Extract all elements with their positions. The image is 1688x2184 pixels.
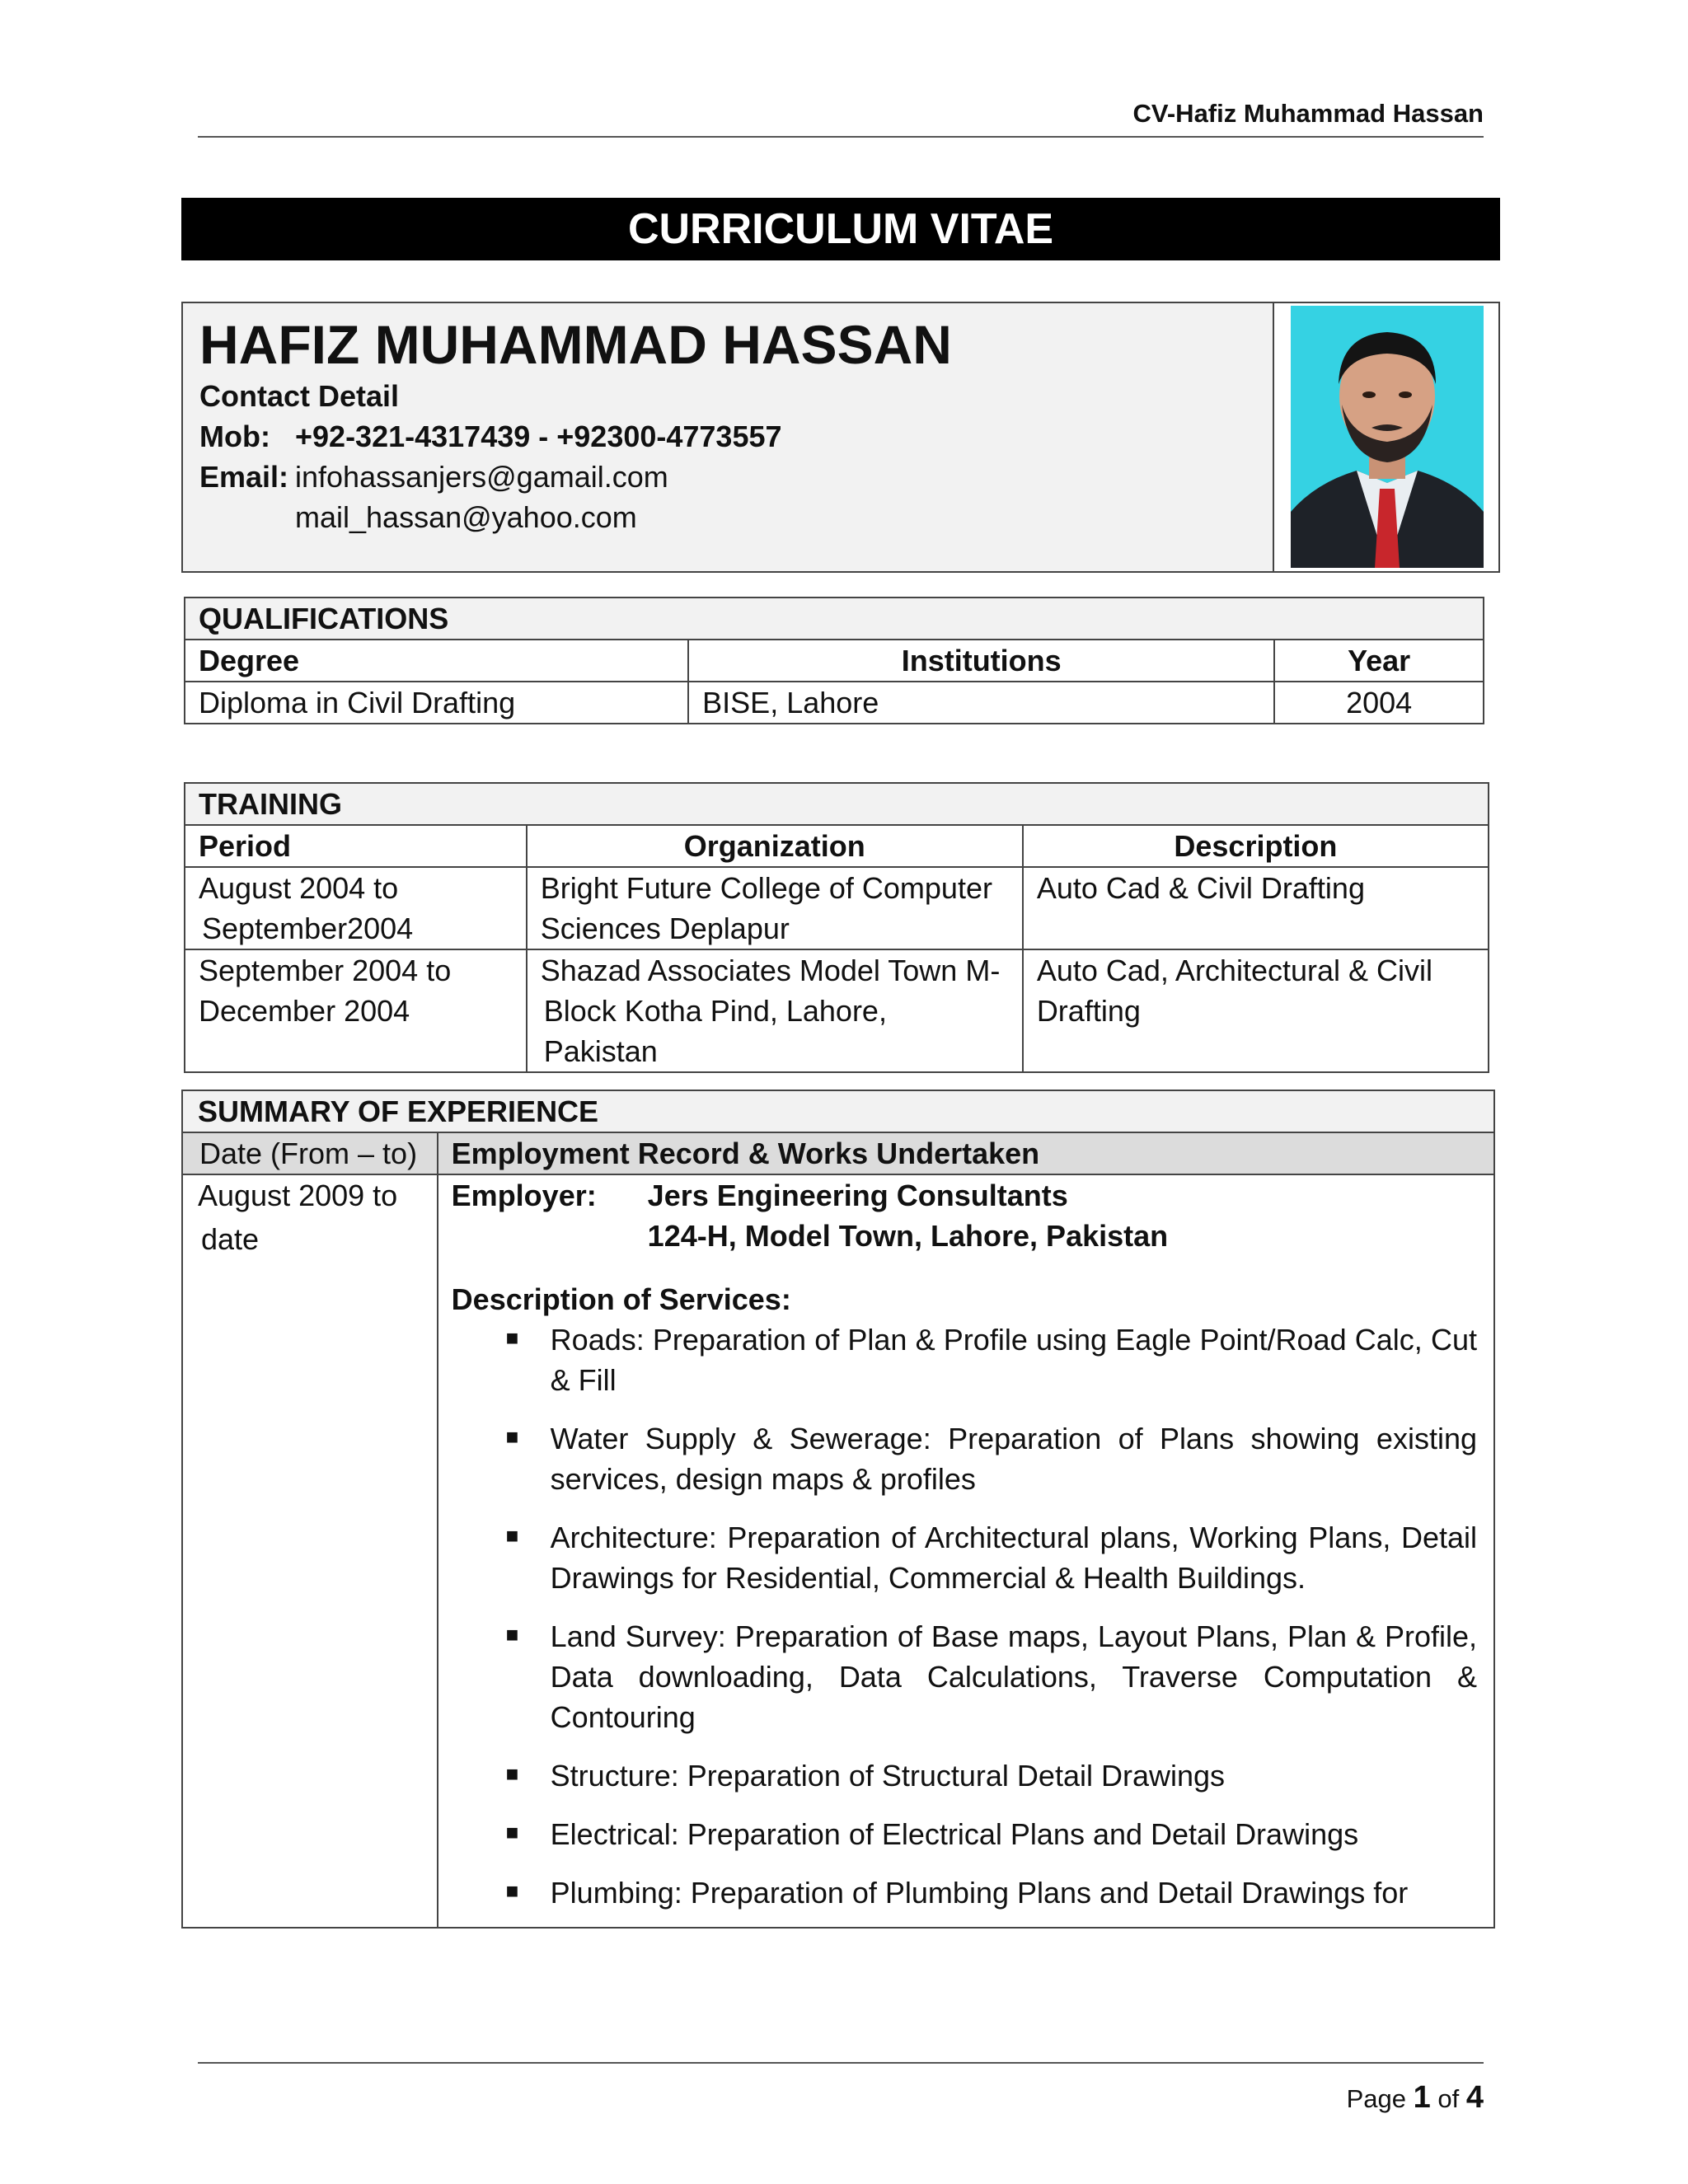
train-col-description: Description — [1023, 825, 1489, 867]
train-period-line: December 2004 — [199, 994, 410, 1028]
email-primary[interactable]: infohassanjers@gamail.com — [295, 460, 668, 494]
train-desc-line: Drafting — [1036, 994, 1141, 1028]
qual-year: 2004 — [1274, 682, 1484, 724]
running-header-title: CV-Hafiz Muhammad Hassan — [1132, 99, 1484, 128]
service-text: Architecture: Preparation of Architectural plans, Working Plans, Detail Drawings for Residential, Commercial & Health Buildings. — [550, 1521, 1477, 1595]
qual-col-degree: Degree — [185, 640, 688, 682]
mob-value: +92-321-4317439 - +92300-4773557 — [295, 419, 782, 453]
qualifications-heading: QUALIFICATIONS — [185, 598, 1484, 640]
list-item — [452, 1872, 1477, 1913]
train-period-line: September 2004 to — [199, 954, 452, 987]
table-row — [185, 867, 1489, 949]
table-row — [182, 1174, 1494, 1928]
qualifications-table — [184, 597, 1484, 724]
mob-label: Mob: — [199, 419, 270, 453]
exp-record — [438, 1174, 1494, 1928]
experience-table — [181, 1090, 1495, 1929]
profile-photo — [1291, 306, 1484, 568]
train-period-line: August 2004 to — [199, 871, 399, 905]
page-current: 1 — [1413, 2080, 1431, 2115]
service-text: Electrical: Preparation of Electrical Plans and Detail Drawings — [550, 1817, 1359, 1851]
exp-date-line: date — [201, 1222, 260, 1256]
training-heading: TRAINING — [185, 783, 1489, 825]
table-row — [185, 682, 1484, 724]
table-row — [185, 949, 1489, 1072]
email-label: Email: — [199, 460, 289, 494]
service-text: Structure: Preparation of Structural Detail Drawings — [550, 1759, 1226, 1793]
train-desc-line: Auto Cad, Architectural & Civil — [1036, 954, 1433, 987]
employer-label: Employer: — [451, 1179, 597, 1212]
train-organization — [527, 949, 1023, 1072]
of-word: of — [1437, 2084, 1460, 2113]
train-period — [185, 949, 527, 1072]
exp-date-line: August 2009 to — [198, 1179, 398, 1212]
train-org-line: Shazad Associates Model Town M- — [540, 954, 1001, 987]
page-total: 4 — [1465, 2080, 1484, 2115]
photo-cell — [1273, 303, 1498, 571]
cv-title-bar: CURRICULUM VITAE — [181, 198, 1500, 260]
list-item — [452, 1616, 1477, 1737]
train-period — [185, 867, 527, 949]
service-text: Water Supply & Sewerage: Preparation of Plans showing existing services, design maps & profiles — [550, 1422, 1477, 1496]
page-number — [198, 2080, 1484, 2116]
page-word: Page — [1346, 2084, 1406, 2113]
services-heading: Description of Services: — [451, 1282, 791, 1316]
candidate-name: HAFIZ MUHAMMAD HASSAN — [199, 314, 952, 375]
train-description — [1023, 867, 1489, 949]
list-item — [452, 1814, 1477, 1854]
list-item — [452, 1319, 1477, 1400]
exp-col-date: Date (From – to) — [182, 1132, 438, 1174]
square-bullet-icon: ■ — [505, 1325, 519, 1350]
exp-date — [182, 1174, 438, 1928]
qual-degree: Diploma in Civil Drafting — [185, 682, 688, 724]
contact-heading: Contact Detail — [199, 379, 400, 413]
service-text: Plumbing: Preparation of Plumbing Plans and Detail Drawings for — [550, 1876, 1409, 1910]
email-secondary[interactable]: mail_hassan@yahoo.com — [295, 500, 637, 534]
footer-rule — [198, 2062, 1484, 2064]
service-text: Land Survey: Preparation of Base maps, Layout Plans, Plan & Profile, Data downloading, Data Calculations, Traverse Computation & Contouring — [550, 1619, 1477, 1734]
list-item — [452, 1755, 1477, 1796]
employer-address: 124-H, Model Town, Lahore, Pakistan — [647, 1219, 1169, 1253]
employer-name: Jers Engineering Consultants — [647, 1179, 1068, 1212]
experience-heading: SUMMARY OF EXPERIENCE — [182, 1090, 1494, 1132]
train-org-line: Bright Future College of Computer — [540, 871, 992, 905]
qual-col-year: Year — [1274, 640, 1484, 682]
square-bullet-icon: ■ — [505, 1820, 519, 1844]
square-bullet-icon: ■ — [505, 1523, 519, 1548]
square-bullet-icon: ■ — [505, 1878, 519, 1903]
qual-institution: BISE, Lahore — [688, 682, 1274, 724]
square-bullet-icon: ■ — [505, 1424, 519, 1449]
qual-col-institutions: Institutions — [688, 640, 1274, 682]
train-col-organization: Organization — [527, 825, 1023, 867]
list-item — [452, 1517, 1477, 1598]
train-period-line: September2004 — [202, 912, 414, 945]
train-org-line: Sciences Deplapur — [540, 912, 790, 945]
training-table — [184, 782, 1489, 1073]
train-organization — [527, 867, 1023, 949]
square-bullet-icon: ■ — [505, 1622, 519, 1647]
services-list — [452, 1319, 1477, 1913]
train-desc-line: Auto Cad & Civil Drafting — [1036, 871, 1365, 905]
profile-box — [181, 302, 1500, 573]
train-col-period: Period — [185, 825, 527, 867]
train-org-line: Block Kotha Pind, Lahore, Pakistan — [543, 994, 887, 1068]
exp-col-record: Employment Record & Works Undertaken — [438, 1132, 1494, 1174]
list-item — [452, 1418, 1477, 1499]
square-bullet-icon: ■ — [505, 1761, 519, 1786]
train-description — [1023, 949, 1489, 1072]
service-text: Roads: Preparation of Plan & Profile using Eagle Point/Road Calc, Cut & Fill — [550, 1323, 1477, 1397]
header-rule — [198, 136, 1484, 138]
